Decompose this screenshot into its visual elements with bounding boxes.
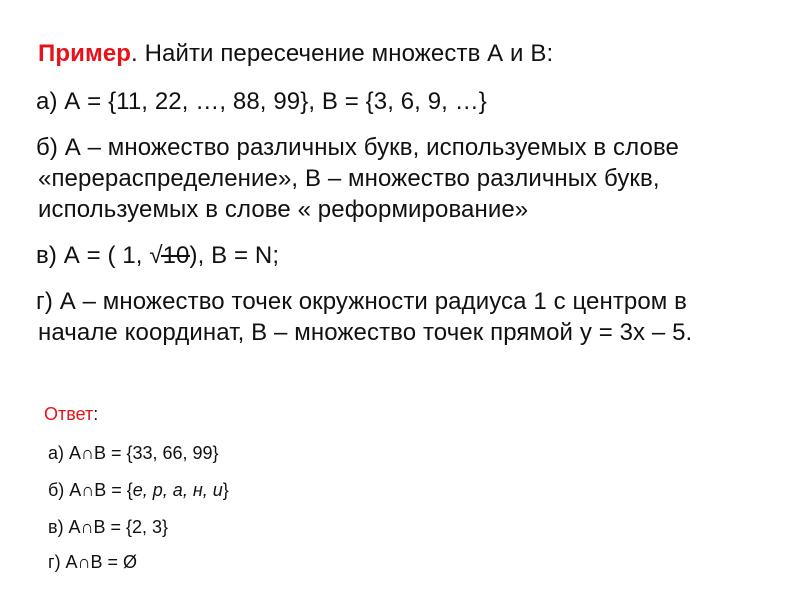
answer-v: в) А∩В = {2, 3} [48, 517, 169, 537]
sqrt-text: √10 [149, 242, 190, 269]
answer-colon: : [93, 404, 99, 424]
problem-b-line-3: используемых в слове « реформирование» [38, 196, 529, 223]
problem-b-line-2: «перераспределение», В – множество различных букв, [38, 165, 660, 192]
answer-g: г) А∩В = Ø [48, 552, 138, 572]
answer-b [48, 479, 229, 501]
answer-heading [44, 403, 98, 425]
problem-heading [38, 39, 553, 69]
answer-a: а) А∩В = {33, 66, 99} [48, 443, 219, 463]
sqrt-overline [161, 255, 189, 257]
problem-g-line-1: г) А – множество точек окружности радиуса 1 с центром в [36, 288, 688, 315]
answer-title: Ответ [44, 404, 94, 424]
example-label: Пример [38, 40, 132, 67]
problem-a: а) А = {11, 22, …, 88, 99}, В = {3, 6, 9, …} [36, 88, 487, 115]
problem-v [36, 241, 279, 271]
answer-b-suffix: } [222, 480, 229, 500]
problem-b-line-1: б) А – множество различных букв, используемых в слове [36, 134, 679, 161]
problem-v-suffix: ), В = N; [189, 242, 280, 269]
problem-task: . Найти пересечение множеств А и В: [131, 40, 554, 67]
answer-b-letters: е, р, а, н, и [132, 480, 223, 500]
answer-b-prefix: б) А∩В = { [48, 480, 133, 500]
problem-g-line-2: начале координат, В – множество точек прямой у = 3х – 5. [38, 319, 693, 346]
sqrt-expression [149, 241, 189, 271]
problem-v-prefix: в) А = ( 1, [36, 242, 150, 269]
